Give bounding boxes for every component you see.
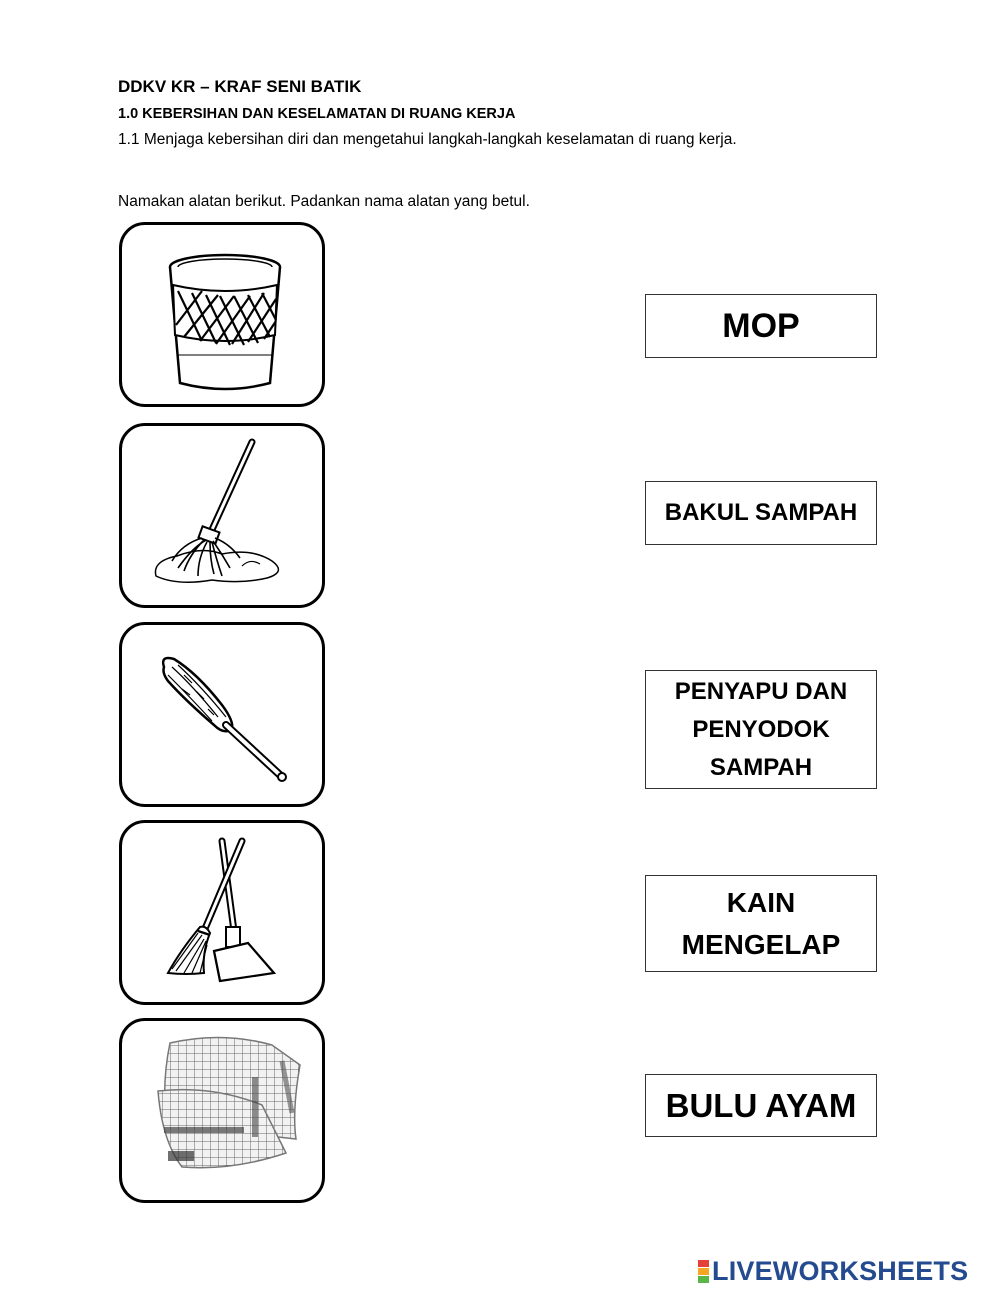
- answer-label: BAKUL SAMPAH: [664, 499, 858, 526]
- picture-card-5: [119, 1018, 325, 1203]
- logo-text: LIVEWORKSHEETS: [712, 1255, 969, 1286]
- subsection-text: 1.1 Menjaga kebersihan diri dan mengetahui langkah-langkah keselamatan di ruang kerja.: [118, 131, 737, 148]
- answer-label: BULU AYAM: [665, 1086, 857, 1124]
- logo-mark-icon: [698, 1260, 709, 1283]
- answer-box-bakul-sampah[interactable]: [645, 481, 877, 545]
- answer-label-line-2: MENGELAP: [681, 928, 841, 960]
- answer-label-line-3: SAMPAH: [709, 753, 813, 781]
- answer-box-mop[interactable]: [645, 294, 877, 358]
- answer-label-line-2: PENYODOK: [692, 715, 830, 743]
- waste-basket-icon: [122, 225, 322, 404]
- feather-duster-icon: [122, 625, 322, 804]
- answer-box-kain-mengelap[interactable]: [645, 875, 877, 972]
- answer-label: MOP: [722, 306, 800, 345]
- broom-and-dustpan-icon: [122, 823, 322, 1002]
- picture-card-3: [119, 622, 325, 807]
- picture-card-1: [119, 222, 325, 407]
- answer-label-line-1: PENYAPU DAN: [674, 677, 848, 705]
- cleaning-cloth-icon: [122, 1021, 322, 1200]
- liveworksheets-logo: [698, 1256, 968, 1286]
- mop-icon: [122, 426, 322, 605]
- worksheet-title: DDKV KR – KRAF SENI BATIK: [118, 77, 362, 96]
- picture-card-2: [119, 423, 325, 608]
- section-heading: 1.0 KEBERSIHAN DAN KESELAMATAN DI RUANG KERJA: [118, 106, 516, 122]
- answer-box-penyapu-dan-penyodok-sampah[interactable]: [645, 670, 877, 789]
- instruction-text: Namakan alatan berikut. Padankan nama alatan yang betul.: [118, 193, 530, 210]
- answer-box-bulu-ayam[interactable]: [645, 1074, 877, 1137]
- answer-label-line-1: KAIN: [726, 886, 796, 918]
- picture-card-4: [119, 820, 325, 1005]
